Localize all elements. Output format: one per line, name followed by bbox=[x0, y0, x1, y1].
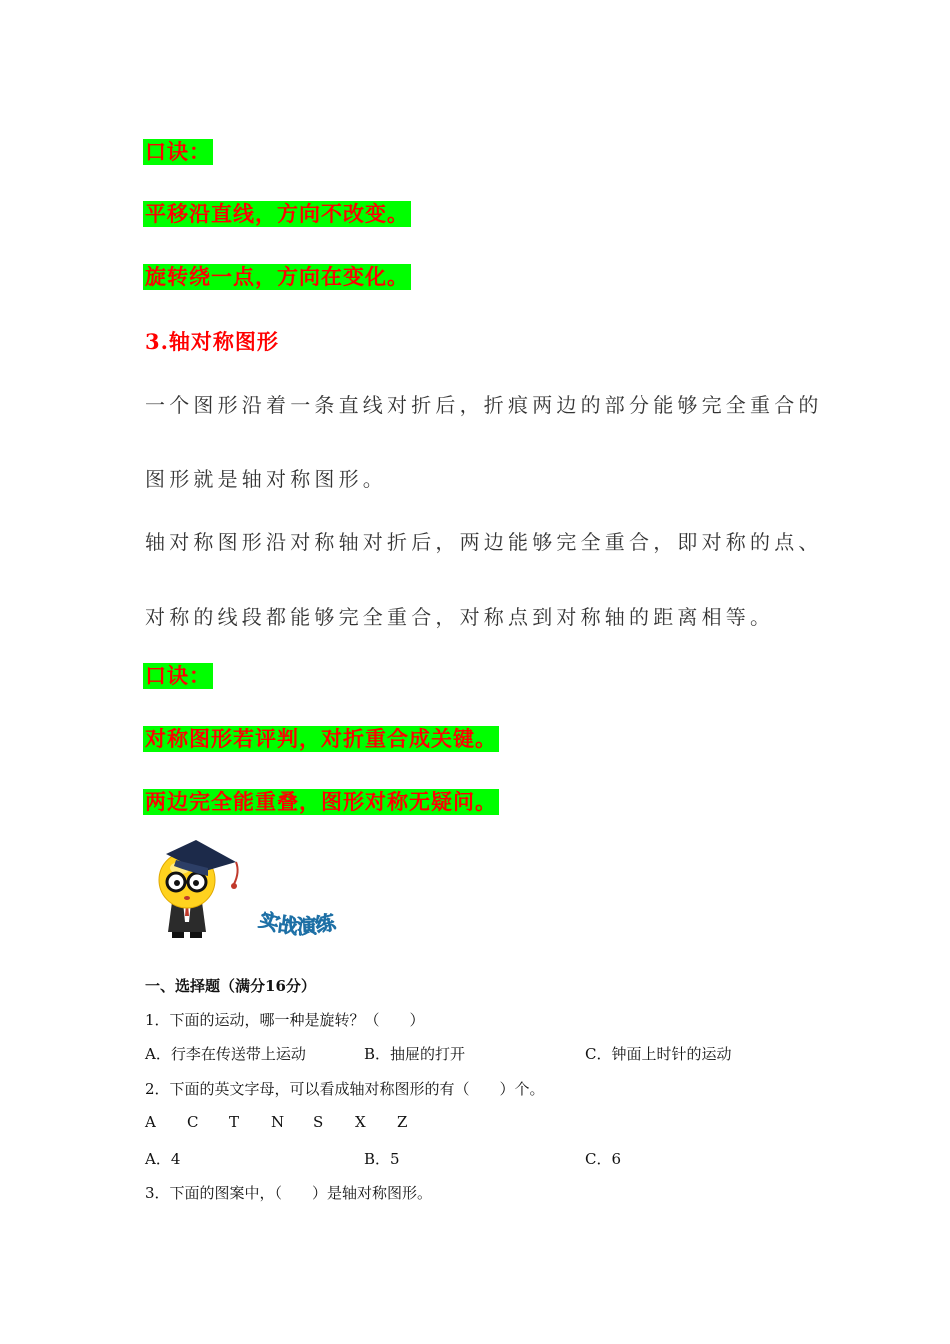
section-heading: 3.轴对称图形 bbox=[145, 329, 279, 354]
practice-banner-text: 实战演练 bbox=[256, 907, 338, 939]
question-stem: 3．下面的图案中，（ ）是轴对称图形。 bbox=[145, 1184, 433, 1202]
letter: Z bbox=[397, 1113, 408, 1131]
definition-paragraph-line: 一个图形沿着一条直线对折后，折痕两边的部分能够完全重合的 bbox=[145, 393, 823, 417]
mnemonic-line: 两边完全能重叠，图形对称无疑问。 bbox=[145, 789, 497, 814]
option-a: A．行李在传送带上运动 bbox=[145, 1045, 306, 1063]
mnemonic-label: 口诀： bbox=[145, 663, 211, 688]
question-stem: 1．下面的运动，哪一种是旋转？（ ） bbox=[145, 1011, 425, 1029]
property-paragraph-line: 轴对称图形沿对称轴对折后，两边能够完全重合，即对称的点、 bbox=[145, 530, 823, 554]
letter: A bbox=[145, 1113, 156, 1131]
letter-list bbox=[145, 1113, 439, 1131]
letter: C bbox=[187, 1113, 199, 1131]
mnemonic-line: 对称图形若评判，对折重合成关键。 bbox=[145, 726, 497, 751]
scholar-mascot-icon bbox=[150, 832, 245, 942]
question-stem: 2．下面的英文字母，可以看成轴对称图形的有（ ）个。 bbox=[145, 1080, 545, 1098]
mnemonic-line: 平移沿直线，方向不改变。 bbox=[145, 201, 409, 226]
property-paragraph-line: 对称的线段都能够完全重合，对称点到对称轴的距离相等。 bbox=[145, 605, 775, 629]
option-a: A．4 bbox=[145, 1150, 181, 1168]
option-c: C．6 bbox=[585, 1150, 622, 1168]
mnemonic-label: 口诀： bbox=[145, 139, 211, 164]
svg-text:实战演练 bbox=[256, 907, 338, 939]
definition-paragraph-line: 图形就是轴对称图形。 bbox=[145, 467, 387, 491]
section-title: 一、选择题（满分16分） bbox=[145, 977, 316, 995]
letter: X bbox=[355, 1113, 366, 1131]
letter: N bbox=[271, 1113, 285, 1131]
letter: T bbox=[229, 1113, 240, 1131]
option-b: B．5 bbox=[364, 1150, 400, 1168]
option-b: B．抽屉的打开 bbox=[364, 1045, 466, 1063]
practice-banner bbox=[250, 895, 370, 955]
option-c: C．钟面上时针的运动 bbox=[585, 1045, 732, 1063]
mnemonic-line: 旋转绕一点，方向在变化。 bbox=[145, 264, 409, 289]
letter: S bbox=[313, 1113, 324, 1131]
